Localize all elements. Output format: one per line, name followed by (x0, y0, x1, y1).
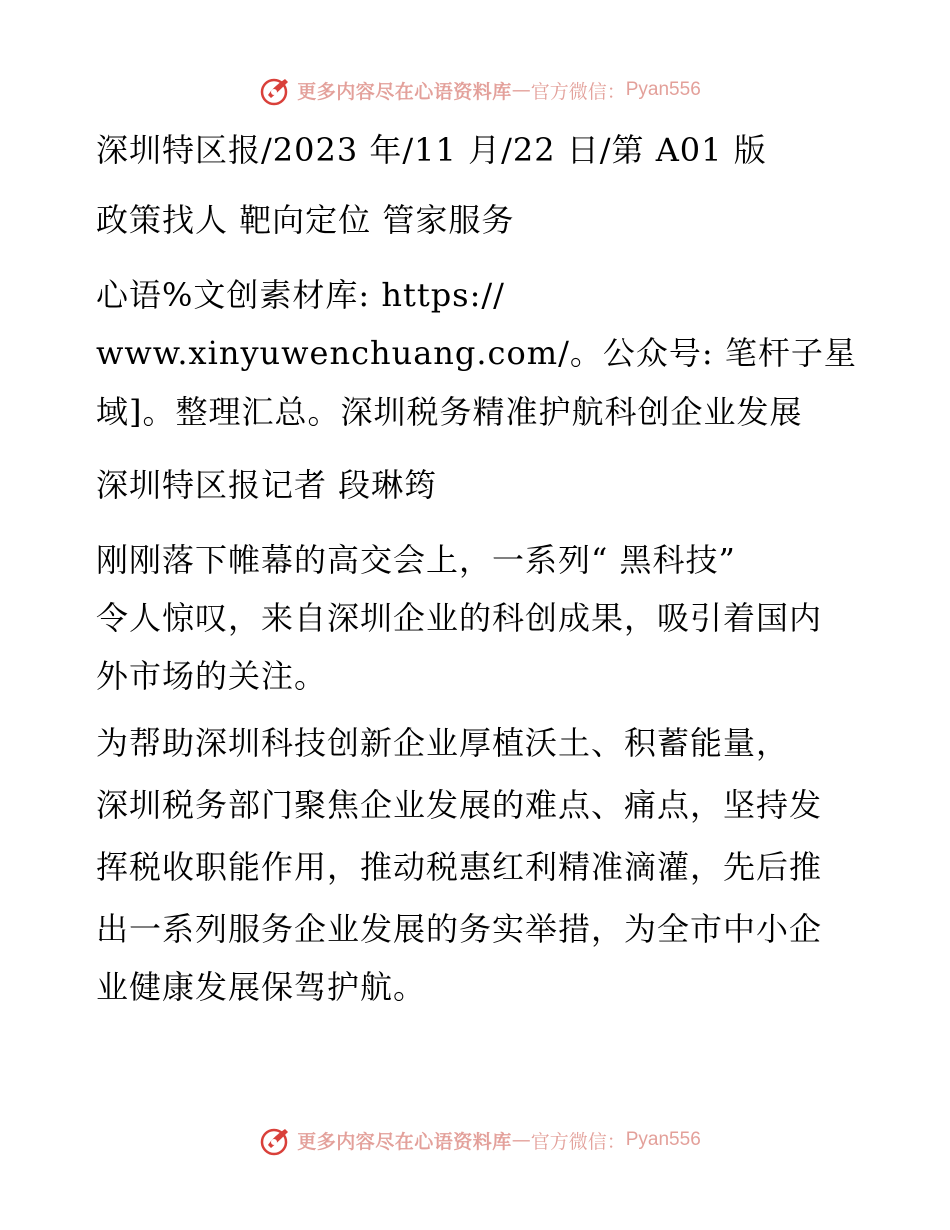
headline: 域]。整理汇总。深圳税务精准护航科创企业发展 (96, 393, 803, 431)
promo-line-2: www.xinyuwenchuang.com/。公众号: 笔杆子星 (96, 334, 857, 372)
byline: 深圳特区报记者 段琳筠 (96, 466, 438, 504)
watermark-id: Pyan556 (625, 1129, 701, 1150)
watermark-id: Pyan556 (625, 79, 701, 100)
watermark-footer (0, 1120, 950, 1160)
paragraph-1-line-2: 令人惊叹，来自深圳企业的科创成果，吸引着国内 (96, 599, 823, 637)
paragraph-2-line-4: 出一系列服务企业发展的务实举措，为全市中小企 (96, 910, 823, 948)
paragraph-2-line-3: 挥税收职能作用，推动税惠红利精准滴灌，先后推 (96, 848, 823, 886)
watermark-official: 官方微信： (530, 1130, 626, 1153)
paragraph-1-line-3: 外市场的关注。 (96, 657, 328, 695)
watermark-dash: — (511, 1129, 531, 1151)
paragraph-1-line-1: 刚刚落下帷幕的高交会上，一系列“ 黑科技” (96, 541, 736, 579)
source-line: 深圳特区报/2023 年/11 月/22 日/第 A01 版 (96, 131, 767, 169)
watermark-official: 官方微信： (530, 80, 626, 103)
watermark-text: 更多内容尽在心语资料库 (297, 80, 512, 103)
watermark-text: 更多内容尽在心语资料库 (297, 1130, 512, 1153)
brush-logo-icon (259, 1123, 293, 1157)
paragraph-2-line-2: 深圳税务部门聚焦企业发展的难点、痛点，坚持发 (96, 786, 823, 824)
headline-sub: 政策找人 靶向定位 管家服务 (96, 201, 515, 239)
watermark-header (0, 70, 950, 110)
promo-line-1: 心语%文创素材库: https:// (96, 276, 505, 314)
brush-logo-icon (259, 73, 293, 107)
paragraph-2-line-5: 业健康发展保驾护航。 (96, 968, 427, 1006)
paragraph-2-line-1: 为帮助深圳科技创新企业厚植沃土、积蓄能量， (96, 724, 790, 762)
watermark-dash: — (511, 79, 531, 101)
